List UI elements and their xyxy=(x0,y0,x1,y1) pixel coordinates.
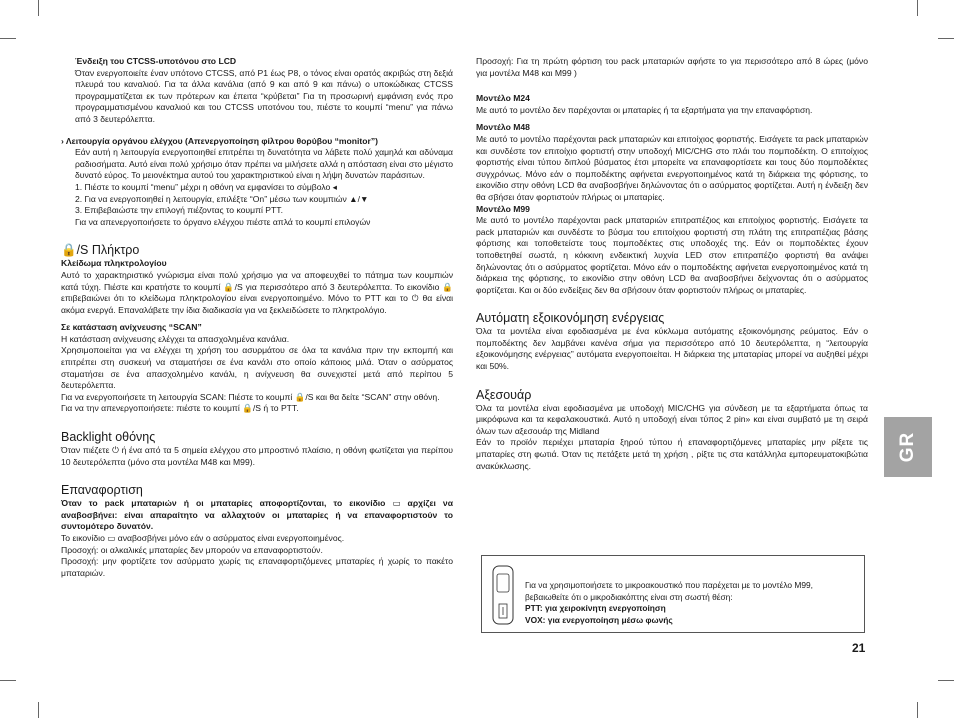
backlight-heading: Backlight οθόνης xyxy=(61,430,156,445)
note-vox: VOX: για ενεργοποίηση μέσω φωνής xyxy=(525,614,673,625)
monitor-step-2: 2. Για να ενεργοποιηθεί η λειτουργία, επιλέξτε “On” μέσω των κουμπιών ▲/▼ xyxy=(75,193,369,204)
recharge-caution-2: Προσοχή: μην φορτίζετε τον ασύρματο χωρίς τις επαναφορτιζόμενες μπαταρίες ή χωρίς το πακέτο μπαταριών. xyxy=(61,556,453,578)
language-tab-label: GR xyxy=(897,431,919,463)
lock-body: Αυτό το χαρακτηριστικό γνώρισμα είναι πολύ χρήσιμο για να αποφευχθεί το πάτημα των κουμπιών κατά τύχη. Πιέστε και κρατήστε το κουμπί 🔒/S για περισσότερο από 3 δευτερόλεπτα. Το εικονίδιο 🔒 επιβεβαιώνει ότι το κλείδωμα πληκτρολογίου είναι ενεργοποιημένο. Μόνο το PTT και το ⏻ θα είναι ακόμα ενεργά. Επαναλάβετε την ίδια διαδικασία για να ξεκλειδώσετε το πληκτρολόγιο. xyxy=(61,269,453,315)
page-number: 21 xyxy=(852,641,866,655)
scan-title: Σε κατάσταση ανίχνευσης “SCAN” xyxy=(61,322,202,333)
scan-on: Για να ενεργοποιήσετε τη λειτουργία SCAN: Πιέστε το κουμπί 🔒/S και θα δείτε “SCAN” στην οθόνη. xyxy=(61,391,440,402)
monitor-step-1: 1. Πιέστε το κουμπί “menu” μέχρι η οθόνη να εμφανίσει το σύμβολο ◂ xyxy=(75,181,337,192)
crop-mark xyxy=(38,0,39,16)
crop-mark xyxy=(38,702,39,718)
keys-heading: 🔒/S Πλήκτρο xyxy=(61,243,140,258)
lock-title: Κλείδωμα πληκτρολογίου xyxy=(61,258,167,269)
scan-body-1: Η κατάσταση ανίχνευσης ελέγχει τα απασχολημένα κανάλια. xyxy=(61,333,290,344)
note-ptt: PTT: για χειροκίνητη ενεργοποίηση xyxy=(525,603,666,614)
backlight-body: Όταν πιέζετε ⏻ ή ένα από τα 5 σημεία ελέγχου στο μπροστινό πλαίσιο, η οθόνη φωτίζεται για περίπου 10 δευτερόλεπτα (μόνο στα μοντέλα M48 και M99). xyxy=(61,445,453,467)
scan-body-2: Χρησιμοποιείται για να ελέγχει τη χρήση του ασυρμάτου σε όλα τα κανάλια πριν την εκπομπή και επιτρέπει στη συσκευή να σταματήσει σε ένα κανάλι στο οποίο κάποιος μιλά. Όταν ο ασύρματος σταματήσει σε ένα απασχολημένο κανάλι, η ανίχνευση θα συνεχιστεί μετά από περίπου 5 δευτερόλεπτα. xyxy=(61,345,453,391)
scan-off: Για να την απενεργοποιήσετε: πιέστε το κουμπί 🔒/S ή το PTT. xyxy=(61,403,299,414)
ctcss-title: Ένδειξη του CTCSS-υποτόνου στο LCD xyxy=(75,56,237,66)
left-column xyxy=(61,56,453,579)
autopower-body: Όλα τα μοντέλα είναι εφοδιασμένα με ένα κύκλωμα αυτόματης εξοικονόμησης ρεύματος. Εάν ο πομποδέκτης δεν λαμβάνει κανένα σήμα για περισσότερο από 10 δευτερόλεπτα, η “λειτουργία εξοικονόμησης ενέργειας” αυτόματα ενεργοποιείται. Η διάρκεια της μπαταρίας μπορεί να αυξηθεί μέχρι και 50%. xyxy=(476,326,868,372)
m99-body: Με αυτό το μοντέλο παρέχονται pack μπαταριών επιτραπέζιος και επιτοίχιος φορτιστής. Εισάγετε τα pack μπαταριών και συνδέστε το βύσμα του επιτοίχιου φορτιστή στη πλάτη της επιτραπέζιας βάσης φόρτισης και τοποθετείστε τους πομποδέκτες στις υποδοχές της. Εάν οι πομποδέκτες έχουν τοποθετηθεί σωστά, η κόκκινη ενδεικτική λυχνία LED στον επιτραπέζιο φορτιστή θα ανάψει δηλώνοντας ότι ο ασύρματος φορτίζεται. Μόνο εάν ο πομποδέκτης αφήνεται ενεργοποιημένος κατά τη διάρκεια της φόρτισης, το εικονίδιο στην οθόνη LCD θα αναβοσβήνει δείχνοντας ότι ο ασύρματος φορτίζεται. Και οι δύο ενδείξεις δεν θα σβήσουν όταν φορτιστούν πλήρως οι μπαταρίες. xyxy=(476,215,868,295)
charge-note: Προσοχή: Για τη πρώτη φόρτιση του pack μπαταριών αφήστε το για περισσότερο από 8 ώρες (μόνο για μοντέλα M48 και M99 ) xyxy=(476,56,868,78)
monitor-step-3: 3. Επιβεβαιώστε την επιλογή πιέζοντας το κουμπί PTT. xyxy=(75,205,283,216)
crop-mark xyxy=(0,680,16,681)
autopower-heading: Αυτόματη εξοικονόμηση ενέργειας xyxy=(476,311,665,326)
recharge-warning: Όταν το pack μπαταριών ή οι μπαταρίες αποφορτίζονται, το εικονίδιο ▭ αρχίζει να αναβοσβήνει: είναι απαραίτητο να αλλαχτούν οι μπαταρίες ή να επαναφορτιστούν το συντομότερο δυνατόν. xyxy=(61,498,453,532)
recharge-icon-note: Το εικονίδιο ▭ αναβοσβήνει μόνο εάν ο ασύρματος είναι ενεργοποιημένος. xyxy=(61,533,345,543)
right-column xyxy=(476,56,868,472)
crop-mark xyxy=(938,680,954,681)
accessories-heading: Αξεσουάρ xyxy=(476,387,532,402)
crop-mark xyxy=(0,38,16,39)
monitor-title: › Λειτουργία οργάνου ελέγχου (Απενεργοποίηση φίλτρου θορύβου “monitor”) xyxy=(61,135,379,146)
accessories-body-1: Όλα τα μοντέλα είναι εφοδιασμένα με υποδοχή MIC/CHG για σύνδεση με τα εξαρτήματα όπως τα μικρόφωνα και τα κεφαλακουστικά. Αυτό η υποδοχή είναι τύπος 2 pin» και είναι συμβατό με τη σειρά όλων των αξεσουάρ της Midland xyxy=(476,402,868,436)
m24-body: Με αυτό το μοντέλο δεν παρέχονται οι μπαταρίες ή τα εξαρτήματα για την επαναφόρτιση. xyxy=(476,104,813,115)
monitor-off: Για να απενεργοποιήσετε το όργανο ελέγχου πιέστε απλά το κουμπί επιλογών xyxy=(75,216,371,227)
m24-title: Μοντέλο M24 xyxy=(476,93,530,104)
note-line-2: βεβαιωθείτε ότι ο μικροδιακόπτης είναι στη σωστή θέση: xyxy=(525,591,733,602)
monitor-body: Εάν αυτή η λειτουργία ενεργοποιηθεί επιτρέπει τη δυνατότητα να λάβετε πολύ χαμηλά και αδύναμα ραδιοσήματα. Αυτό είναι πολύ χρήσιμο όταν πρέπει να μιλήσετε αλλά η απόσταση είναι στο μέγιστο δυνατό εύρος. Το μειονέκτημα αυτού του χαρακτηριστικού είναι η λήψη δυνατών παράσιτων. xyxy=(75,147,453,181)
microphone-note-box xyxy=(481,555,865,633)
speaker-mic-icon xyxy=(490,564,516,626)
m99-title: Μοντέλο M99 xyxy=(476,203,530,214)
accessories-body-2: Εάν το προϊόν περιέχει μπαταρία ξηρού τύπου ή επαναφορτιζόμενες μπαταρίες μην ρίξετε τις μπαταρίες στη φωτιά. Όταν τις πετάξετε μετά τη χρήση , ρίξτε τις στα κατάλληλα εμπορευματοκιβώτια ανακύκλωσης. xyxy=(476,437,868,471)
crop-mark xyxy=(917,0,918,16)
recharge-caution-1: Προσοχή: οι αλκαλικές μπαταρίες δεν μπορούν να επαναφορτιστούν. xyxy=(61,544,323,555)
language-tab xyxy=(884,417,932,477)
m48-title: Μοντέλο M48 xyxy=(476,122,530,133)
crop-mark xyxy=(938,38,954,39)
recharge-heading: Επαναφορτιση xyxy=(61,483,143,498)
ctcss-body: Όταν ενεργοποιείτε έναν υπότονο CTCSS, από P1 έως P8, ο τόνος είναι ορατός ακριβώς στη δεξιά πλευρά του καναλιού. Για τα άλλα κανάλια (από 9 και από 9 και πάνω) ο υποκώδικας CTCSS προγραμματίζεται εκ των πρότερων και έπειτα “κρύβεται” Για τη προσωρινή εμφάνιση ενός προ προγραμματισμένου καναλιού και του CTCSS υποτόνου του, πιέστε το κουμπί “menu” για πάνω από 3 δευτερόλεπτα. xyxy=(75,67,453,124)
crop-mark xyxy=(917,702,918,718)
note-line-1: Για να χρησιμοποιήσετε το μικροακουστικό που παρέχεται με το μοντέλο M99, xyxy=(525,580,814,590)
m48-body: Με αυτό το μοντέλο παρέχονται pack μπαταριών και επιτοίχιος φορτιστής. Εισάγετε τα pack μπαταριών και συνδέστε τον επιτοίχιο φορτιστή στην υποδοχή MIC/CHG στο πλάι του πομποδέκτη. Ο επιτοίχιος φορτιστής είναι τύπου διπλού βύσματος έτσι μπορείτε να επαναφορτίσετε και τους δύο πομποδέκτες συγχρόνως. Μόνο εάν ο πομποδέκτης αφήνεται ενεργοποιημένος κατά τη διάρκεια της φόρτισης, το εικονίδιο στην οθόνη LCD θα αναβοσβήνει δηλώνοντας ότι ο ασύρματος φορτίζεται. Αυτή η ένδειξη δεν θα σβήσει όταν φορτιστούν πλήρως οι μπαταρίες. xyxy=(476,133,868,202)
